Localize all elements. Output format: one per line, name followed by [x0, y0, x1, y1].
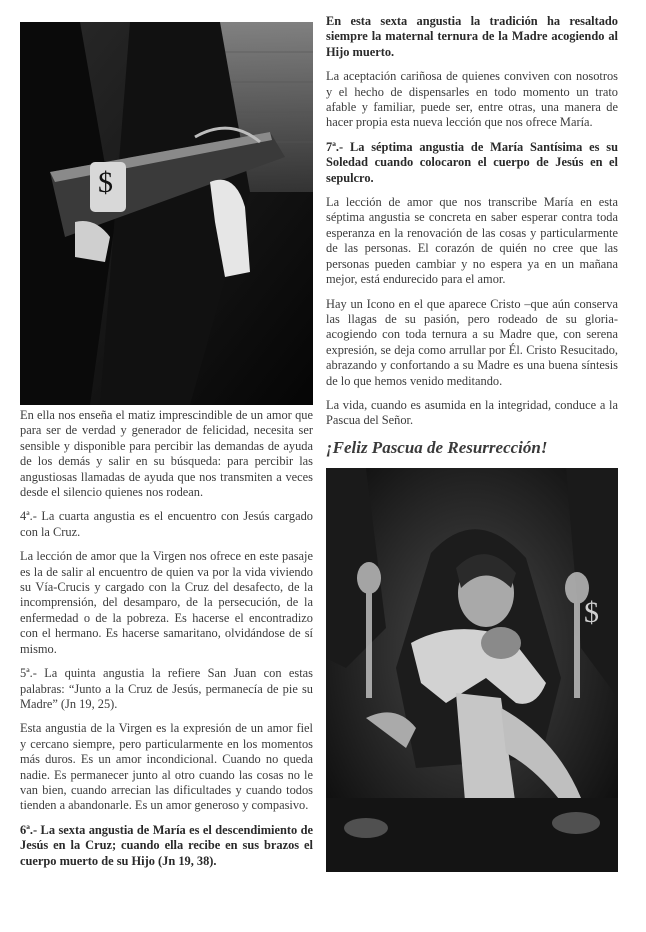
intro-paragraph: En ella nos enseña el matiz imprescindible de un amor que para ser de verdad y generador de felicidad, necesita ser sensible y disponible para percibir las demandas de ayuda de los demás y salir en su búsqueda: para percibir las angustiosas llamadas de ayuda que nos transmiten a veces desde el silencio quienes nos rodean. — [20, 408, 313, 500]
heading-sixth-sorrow: 6ª.- La sexta angustia de María es el descendimiento de Jesús en la Cruz; cuando ella recibe en sus brazos el cuerpo muerto de su Hijo (Jn 19, 38). — [20, 822, 313, 868]
emblem-text: $ — [98, 166, 113, 199]
right-column — [326, 14, 618, 458]
emblem-text: $ — [584, 596, 599, 629]
paragraph-fourth-sorrow: La lección de amor que la Virgen nos ofrece en este pasaje es la de salir al encuentro de quien va por la vida viviendo su Vía-Crucis y cargado con la Cruz del desafecto, de la incomprensión, del desamparo, de la persecución, de la enfermedad o de la pobreza. Es hacerse el encontradizo con el hermano. Es hacerse samaritano, olvidándose de sí mismo. — [20, 549, 313, 656]
photo-pieta — [326, 468, 618, 872]
paragraph-sixth-sorrow: La aceptación cariñosa de quienes conviven con nosotros y el hecho de dispensarles en todo momento un trato afable y familiar, puede ser, entre otras, una manera de hacer propia esta nueva lección que nos ofrece María. — [326, 69, 618, 130]
closing-greeting: ¡Feliz Pascua de Resurrección! — [326, 437, 548, 457]
left-column — [20, 408, 313, 878]
paragraph-conclusion: La vida, cuando es asumida en la integridad, conduce a la Pascua del Señor. — [326, 397, 618, 428]
heading-seventh-sorrow: 7ª.- La séptima angustia de María Santísima es su Soledad cuando colocaron el cuerpo de Jesús en el sepulcro. — [326, 139, 618, 185]
paragraph-icon: Hay un Icono en el que aparece Cristo –que aún conserva las llagas de su pasión, pero rodeado de su gloria- acogiendo con toda ternura a su Madre que, con serena expresión, se deja como arrullar por Él. Cristo Resucitado, abrazando y confortando a su Madre es una buena síntesis de lo que hemos venido meditando. — [326, 296, 618, 388]
paragraph-seventh-sorrow: La lección de amor que nos transcribe María en esta séptima angustia se concreta en saber esperar contra toda esperanza en la renovación de las cosas y particularmente de las personas. El corazón de quién no cree que las personas pueden cambiar y no espera ya en un mañana mejor, está endurecido para el amor. — [326, 195, 618, 287]
heading-fourth-sorrow: 4ª.- La cuarta angustia es el encuentro con Jesús cargado con la Cruz. — [20, 509, 313, 539]
photo-nazareno — [20, 22, 313, 405]
heading-fifth-sorrow: 5ª.- La quinta angustia la refiere San Juan con estas palabras: “Junto a la Cruz de Jesús, permanecía de pie su Madre” (Jn 19, 25). — [20, 666, 313, 711]
paragraph-fifth-sorrow: Esta angustia de la Virgen es la expresión de un amor fiel y cercano siempre, pero particularmente en los momentos más duros. Es un amor incondicional. Cuando no queda nadie. Es permanecer junto al otro cuando las cosas no le van bien, cuando arrecian las dificultades y cuando todos tienden a abandonarle. Es un amor generoso y compasivo. — [20, 721, 313, 813]
paragraph-sixth-intro: En esta sexta angustia la tradición ha resaltado siempre la maternal ternura de la Madre acogiendo al Hijo muerto. — [326, 14, 618, 59]
